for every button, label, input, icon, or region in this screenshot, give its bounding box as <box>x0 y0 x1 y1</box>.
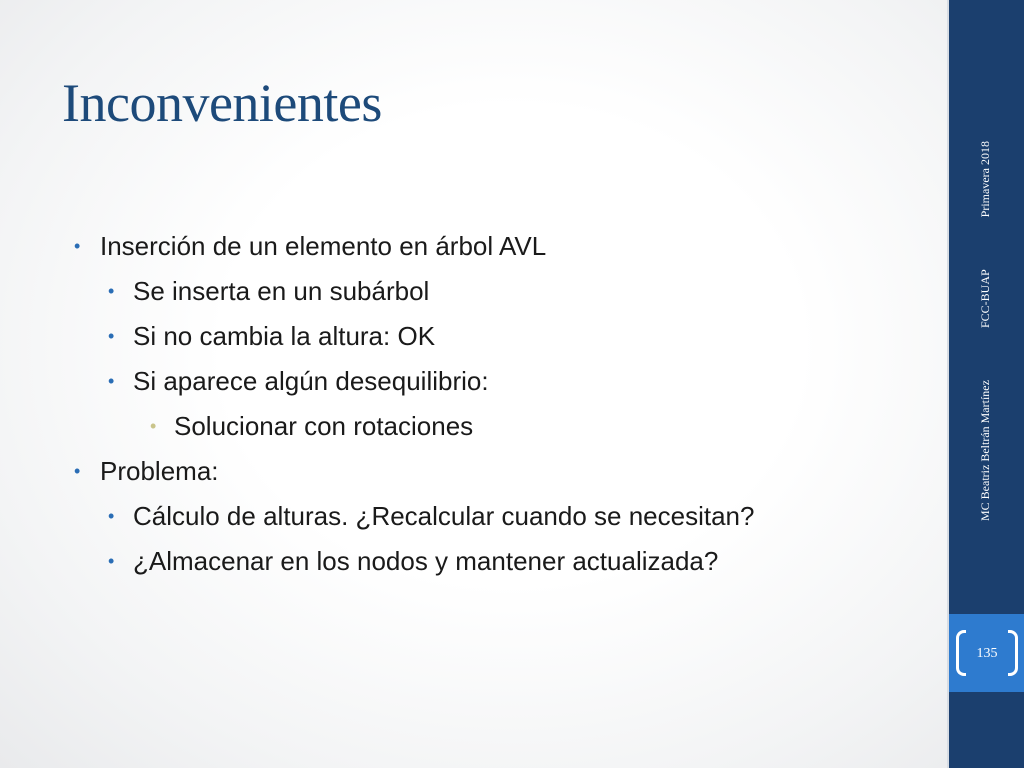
bullet-text: Cálculo de alturas. ¿Recalcular cuando se necesitan? <box>133 501 755 531</box>
bullet-icon: • <box>108 281 115 301</box>
bullet-icon: • <box>74 236 81 256</box>
bullet-text: Solucionar con rotaciones <box>174 411 474 441</box>
bullet-item <box>0 224 940 269</box>
bullet-icon: • <box>108 326 115 346</box>
bullet-icon: • <box>74 461 81 481</box>
bullet-text: Si no cambia la altura: OK <box>133 321 436 351</box>
bullet-icon: • <box>108 371 115 391</box>
bullet-text: Problema: <box>100 456 219 486</box>
page-number: 135 <box>976 646 998 661</box>
bullet-text: Se inserta en un subárbol <box>133 276 430 306</box>
bullet-item <box>0 539 940 584</box>
footer-author: MC Beatriz Beltrán Martínez <box>977 380 992 521</box>
left-bracket-icon <box>956 630 966 676</box>
bullet-item <box>0 314 940 359</box>
bullet-item <box>0 449 940 494</box>
bullet-item <box>0 494 940 539</box>
slide-title: Inconvenientes <box>62 73 382 133</box>
bullet-item <box>0 359 940 404</box>
bullet-item <box>0 404 940 449</box>
sidebar-footer <box>975 141 995 521</box>
bullet-icon: • <box>150 416 157 436</box>
bullet-item <box>0 269 940 314</box>
bullet-icon: • <box>108 506 115 526</box>
right-bracket-icon <box>1008 630 1018 676</box>
bullet-text: Si aparece algún desequilibrio: <box>133 366 489 396</box>
bullet-list <box>0 224 940 584</box>
bullet-text: ¿Almacenar en los nodos y mantener actualizada? <box>133 546 719 576</box>
footer-institution: FCC-BUAP <box>977 269 992 329</box>
footer-term: Primavera 2018 <box>977 141 992 218</box>
bullet-text: Inserción de un elemento en árbol AVL <box>100 231 547 261</box>
bullet-icon: • <box>108 551 115 571</box>
